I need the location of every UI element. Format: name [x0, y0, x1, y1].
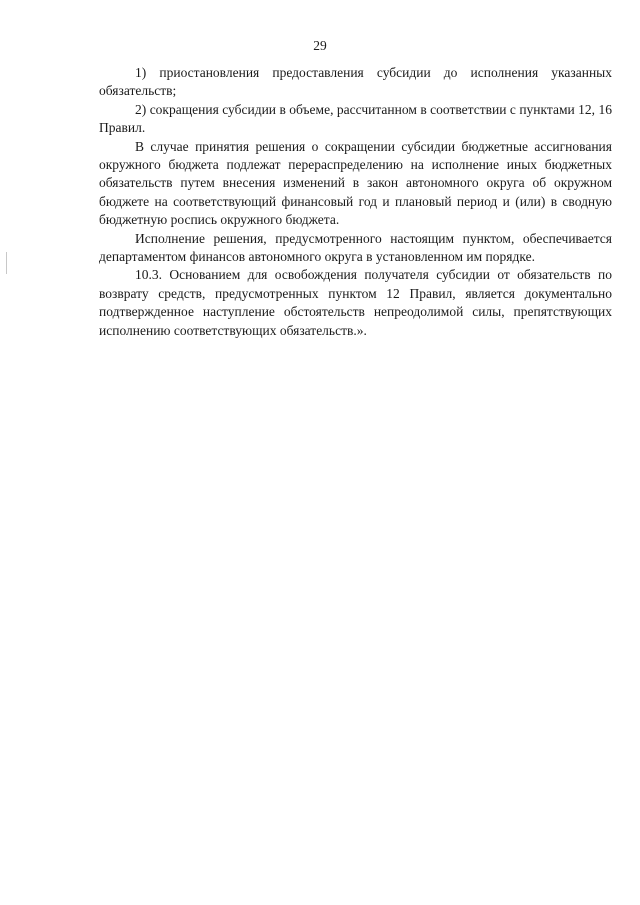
- page-number: 29: [313, 38, 327, 53]
- paragraph-force-majeure: 10.3. Основанием для освобождения получателя субсидии от обязательств по возврату средств, предусмотренных пунктом 12 Правил, является документально подтвержденное наступление обстоятельств непреодолимой силы, препятствующих исполнению соответствующих обязательств.».: [99, 267, 612, 338]
- paragraph-execution: Исполнение решения, предусмотренного настоящим пунктом, обеспечивается департаментом финансов автономного округа в установленном им порядке.: [99, 230, 612, 265]
- paragraph-suspension: 1) приостановления предоставления субсидии до исполнения указанных обязательств;: [99, 65, 612, 99]
- document-body: [99, 64, 612, 340]
- scan-edge-mark: [6, 252, 7, 274]
- paragraph-reduction: 2) сокращения субсидии в объеме, рассчитанном в соответствии с пунктами 12, 16 Правил.: [99, 101, 612, 136]
- paragraph-budget-reallocation: В случае принятия решения о сокращении субсидии бюджетные ассигнования окружного бюджета подлежат перераспределению на исполнение иных бюджетных обязательств путем внесения изменений в закон автономного округа об окружном бюджете на соответствующий финансовый год и плановый период и (или) в сводную бюджетную роспись окружного бюджета.: [99, 138, 612, 228]
